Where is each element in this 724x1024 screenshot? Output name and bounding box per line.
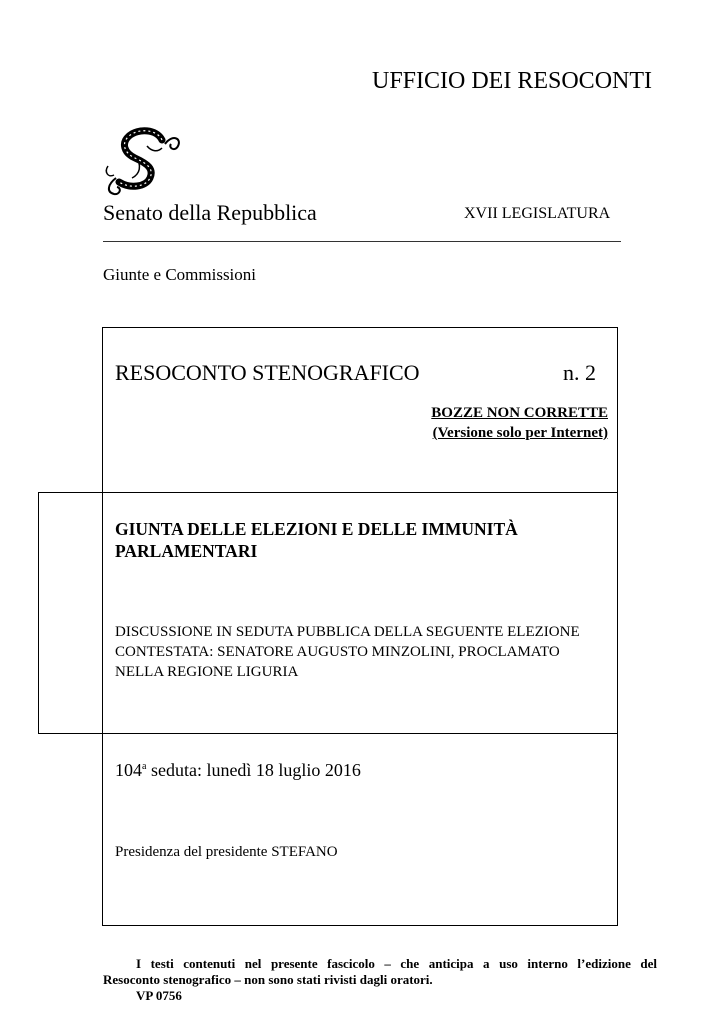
frame-left [102,327,103,926]
draft-notice: BOZZE NON CORRETTE [431,405,608,421]
committee-title: GIUNTA DELLE ELEZIONI E DELLE IMMUNITÀ PARLAMENTARI [115,519,518,561]
report-title: RESOCONTO STENOGRAFICO [115,360,420,385]
header-divider [103,241,621,242]
session-subject: DISCUSSIONE IN SEDUTA PUBBLICA DELLA SEGUENTE ELEZIONE CONTESTATA: SENATORE AUGUSTO MINZOLINI, PROCLAMATO NELLA REGIONE LIGURIA [115,624,580,680]
session-date [115,760,361,781]
legislature-label: XVII LEGISLATURA [464,205,611,222]
footer-note-line1: I testi contenuti nel presente fascicolo – che anticipa a uso interno l’edizione del [136,956,657,971]
senato-s-emblem-icon [102,126,184,196]
report-number: n. 2 [563,360,596,385]
session-text: seduta: lunedì 18 luglio 2016 [146,760,361,780]
frame-bottom [102,925,618,926]
frame-right [617,327,618,926]
session-number: 104 [115,760,142,780]
frame-divider-1 [38,492,618,493]
presidency-line: Presidenza del presidente STEFANO [115,844,338,860]
draft-version: (Versione solo per Internet) [432,425,608,441]
frame-top [102,327,618,328]
frame-divider-2 [38,733,618,734]
institution-name: Senato della Repubblica [103,200,317,225]
footer-note-line2: Resoconto stenografico – non sono stati rivisti dagli oratori. [103,972,433,987]
section-label: Giunte e Commissioni [103,265,256,284]
office-title: UFFICIO DEI RESOCONTI [372,68,653,94]
frame-outer-left [38,492,39,734]
session-ordinal: a [142,761,147,772]
document-code: VP 0756 [136,988,182,1003]
